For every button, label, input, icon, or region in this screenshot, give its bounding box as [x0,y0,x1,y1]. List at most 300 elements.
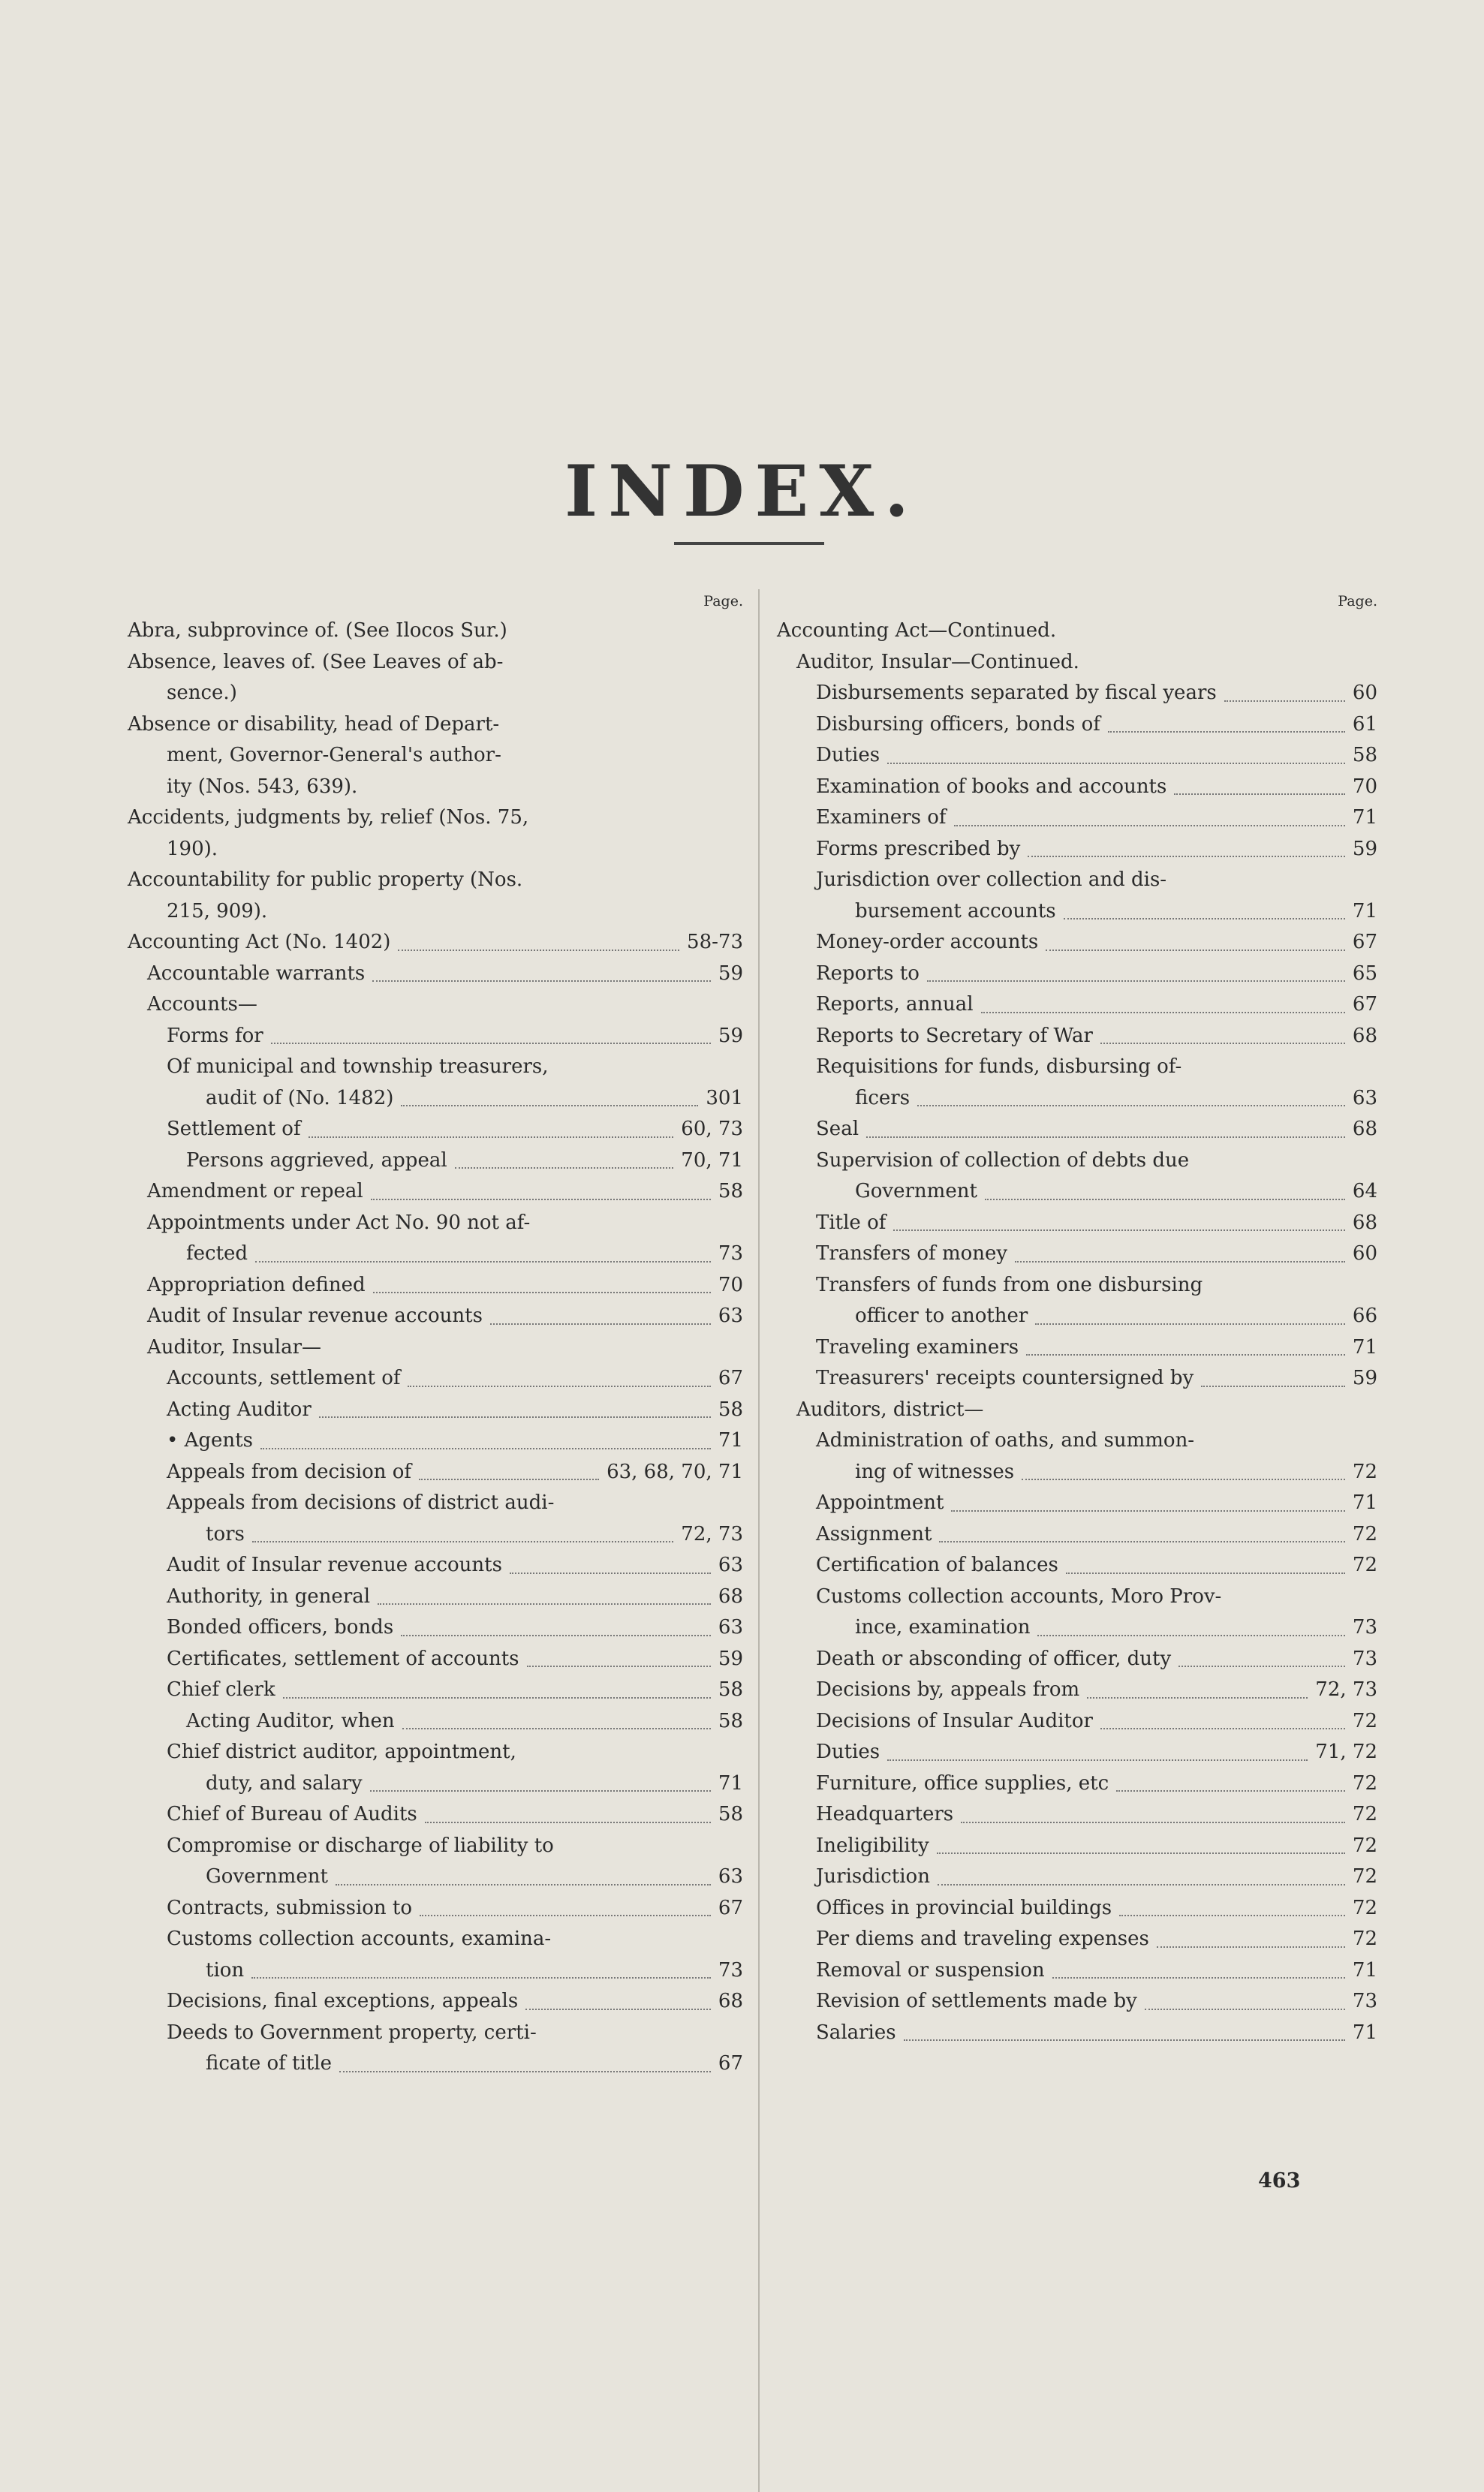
entry-page: 71, 72 [1315,1741,1377,1763]
entry-page: 58 [718,1803,743,1825]
entry-text: Examination of books and accounts [816,775,1167,798]
entry-text: Appeals from decision of [167,1460,412,1483]
entry-page: 72 [1352,1865,1377,1888]
entry-text: Supervision of collection of debts due [816,1148,1190,1172]
entry-page: 63 [1352,1086,1377,1109]
index-entry [128,678,743,709]
entry-text: ficate of title [206,2052,332,2075]
entry-text: Decisions of Insular Auditor [816,1709,1093,1732]
index-entry [777,1799,1377,1831]
entry-text: Acting Auditor [167,1398,312,1421]
entry-page: 59 [1352,1367,1377,1389]
index-entry [777,1582,1377,1613]
dot-leader [938,1884,1345,1886]
entry-text: Accounts, settlement of [167,1367,401,1389]
entry-page: 63 [718,1554,743,1576]
dot-leader [339,2071,711,2072]
dot-leader [260,1448,711,1449]
dot-leader [1035,1323,1345,1325]
entry-page: 70 [718,1273,743,1296]
dot-leader [1116,1790,1345,1792]
entry-text: Treasurers' receipts countersigned by [816,1367,1194,1389]
entry-page: 71 [1352,2021,1377,2044]
entry-page: 59 [718,1024,743,1047]
index-entry [777,865,1377,896]
index-entry [128,1332,743,1364]
entry-text: Disbursements separated by fiscal years [816,682,1217,704]
entry-text: Assignment [816,1522,932,1545]
dot-leader [951,1510,1344,1512]
index-entry [128,1550,743,1582]
entry-text: • Agents [167,1429,253,1452]
dot-leader [1087,1697,1308,1699]
index-entry [777,1395,1377,1426]
index-entry [128,1799,743,1831]
entry-page: 63, 68, 70, 71 [607,1460,743,1483]
index-entry [128,1114,743,1145]
index-entry [777,1986,1377,2018]
dot-leader [251,1977,711,1979]
entry-page: 64 [1352,1180,1377,1202]
dot-leader [1052,1977,1345,1979]
entry-text: tion [206,1958,245,1982]
index-entry [128,709,743,741]
entry-text: ity (Nos. 543, 639). [167,775,358,798]
entry-page: 60 [1352,682,1377,704]
right-column [777,593,1377,2048]
dot-leader [1157,1946,1345,1948]
entry-page: 68 [1352,1024,1377,1047]
entry-text: Furniture, office supplies, etc [816,1771,1109,1795]
entry-text: Jurisdiction [816,1865,930,1888]
index-entry [128,1488,743,1519]
entry-text: Appeals from decisions of district audi- [167,1491,555,1514]
index-entry [777,1114,1377,1145]
dot-leader [455,1167,674,1169]
entry-text: fected [186,1242,248,1265]
entry-text: Certification of balances [816,1554,1058,1576]
index-entry [777,678,1377,709]
index-entry [777,1238,1377,1270]
dot-leader [372,980,711,982]
entry-text: Government [855,1180,977,1202]
index-entry [128,1457,743,1488]
index-entry [128,740,743,772]
index-entry [777,1363,1377,1395]
index-entry [777,1083,1377,1115]
entry-page: 58-73 [687,931,743,953]
dot-leader [893,1229,1345,1231]
entry-page: 72 [1352,1522,1377,1545]
page-number: 463 [1258,2169,1301,2193]
entry-text: Duties [816,744,880,766]
entry-page: 70 [1352,775,1377,798]
index-entry [777,834,1377,865]
entry-page: 70, 71 [681,1148,743,1172]
entry-text: Appointments under Act No. 90 not af- [147,1211,531,1234]
index-entry [777,1519,1377,1551]
index-entry [128,1395,743,1426]
entry-text: Audit of Insular revenue accounts [147,1305,483,1327]
index-entry [777,1644,1377,1675]
index-entry [777,1768,1377,1800]
index-entry [128,959,743,990]
index-entry [128,802,743,834]
dot-leader [939,1541,1345,1542]
dot-leader [1022,1479,1345,1480]
entry-text: Forms for [167,1024,263,1047]
entry-page: 71 [718,1429,743,1452]
entry-page: 58 [718,1678,743,1701]
dot-leader [937,1852,1345,1854]
dot-leader [401,1635,711,1636]
entry-page: 72, 73 [1315,1678,1377,1701]
entry-text: Abra, subprovince of. (See Ilocos Sur.) [128,619,507,642]
entry-text: Examiners of [816,806,947,829]
left-entries [128,615,743,2080]
entry-page: 72 [1352,1460,1377,1483]
index-entry [128,1955,743,1987]
entry-page: 68 [1352,1211,1377,1234]
dot-leader [252,1541,673,1542]
entry-page: 71 [1352,806,1377,829]
entry-text: ficers [855,1086,911,1109]
entry-text: Salaries [816,2021,896,2044]
dot-leader [1145,2009,1345,2010]
index-entry [128,1052,743,1083]
entry-page: 59 [1352,837,1377,860]
entry-text: Accidents, judgments by, relief (Nos. 75, [128,806,529,829]
dot-leader [510,1573,711,1574]
index-entry [128,1176,743,1208]
index-entry [128,1861,743,1893]
index-entry [777,1052,1377,1083]
entry-text: Transfers of funds from one disbursing [816,1273,1203,1296]
entry-text: Accounting Act—Continued. [777,619,1057,642]
dot-leader [866,1136,1345,1138]
entry-text: Customs collection accounts, examina- [167,1928,552,1950]
index-entry [777,1706,1377,1738]
entry-text: Revision of settlements made by [816,1990,1137,2012]
dot-leader [1224,700,1345,702]
index-entry [128,1021,743,1052]
dot-leader [420,1915,711,1916]
entry-page: 71 [1352,1958,1377,1982]
dot-leader [373,1292,711,1293]
entry-text: Chief clerk [167,1678,275,1701]
index-entry [128,1893,743,1925]
entry-page: 72 [1352,1771,1377,1795]
index-entry [777,927,1377,959]
entry-text: Removal or suspension [816,1958,1045,1982]
left-column [128,593,743,2080]
entry-text: 190). [167,837,218,860]
index-entry [777,1924,1377,1955]
entry-text: Chief of Bureau of Audits [167,1803,417,1825]
entry-page: 58 [1352,744,1377,766]
entry-text: Settlement of [167,1118,301,1140]
index-entry [777,1612,1377,1644]
dot-leader [985,1199,1345,1200]
entry-page: 65 [1352,962,1377,985]
index-entry [777,1332,1377,1364]
entry-text: Forms prescribed by [816,837,1021,860]
entry-page: 72 [1352,1803,1377,1825]
index-entry [128,896,743,928]
entry-text: Duties [816,1741,880,1763]
entry-text: Appropriation defined [147,1273,366,1296]
entry-page: 68 [718,1990,743,2012]
index-entry [777,1270,1377,1302]
index-entry [777,1145,1377,1177]
entry-text: Decisions by, appeals from [816,1678,1080,1701]
entry-text: Amendment or repeal [147,1180,363,1202]
entry-page: 73 [1352,1616,1377,1639]
entry-text: Accountability for public property (Nos. [128,868,523,891]
index-entry [128,1737,743,1768]
entry-text: Per diems and traveling expenses [816,1928,1149,1950]
dot-leader [904,2039,1345,2041]
dot-leader [1015,1261,1345,1263]
index-entry [128,1768,743,1800]
entry-text: Administration of oaths, and summon- [816,1429,1195,1452]
entry-text: 215, 909). [167,899,268,922]
entry-text: ing of witnesses [855,1460,1015,1483]
index-entry [128,772,743,803]
entry-text: Ineligibility [816,1834,929,1857]
entry-page: 71 [1352,1335,1377,1359]
right-entries [777,615,1377,2048]
entry-text: Headquarters [816,1803,954,1825]
index-entry [777,647,1377,679]
entry-page: 73 [718,1958,743,1982]
entry-text: Traveling examiners [816,1335,1019,1359]
index-entry [128,1519,743,1551]
dot-leader [954,825,1345,826]
dot-leader [1026,1354,1345,1356]
entry-page: 66 [1352,1305,1377,1327]
entry-text: Certificates, settlement of accounts [167,1647,519,1670]
entry-text: Reports, annual [816,993,974,1016]
dot-leader [370,1790,711,1792]
entry-text: Requisitions for funds, disbursing of- [816,1055,1182,1078]
entry-page: 61 [1352,712,1377,736]
entry-text: Appointment [816,1491,944,1514]
index-entry [128,1924,743,1955]
index-entry [777,615,1377,647]
entry-text: duty, and salary [206,1771,363,1795]
index-entry [128,1675,743,1706]
index-entry [777,1425,1377,1457]
index-entry [128,1301,743,1332]
dot-leader [525,2009,711,2010]
dot-leader [1037,1635,1344,1636]
index-entry [777,896,1377,928]
entry-text: Accountable warrants [147,962,366,985]
dot-leader [319,1416,711,1418]
entry-text: Auditor, Insular—Continued. [796,650,1079,673]
index-entry [128,1582,743,1613]
entry-text: Death or absconding of officer, duty [816,1647,1172,1670]
entry-text: audit of (No. 1482) [206,1086,394,1109]
entry-page: 59 [718,1647,743,1670]
index-entry [777,1831,1377,1862]
entry-page: 67 [718,2052,743,2075]
dot-leader [1178,1666,1345,1667]
entry-text: Audit of Insular revenue accounts [167,1554,502,1576]
index-entry [128,1270,743,1302]
index-entry [777,2018,1377,2049]
index-entry [777,1488,1377,1519]
index-entry [777,1550,1377,1582]
entry-text: Compromise or discharge of liability to [167,1834,554,1857]
index-entry [128,2048,743,2080]
dot-leader [255,1261,711,1263]
entry-page: 301 [706,1086,743,1109]
entry-page: 71 [1352,1491,1377,1514]
entry-page: 59 [718,962,743,985]
entry-text: Customs collection accounts, Moro Prov- [816,1585,1222,1608]
entry-page: 73 [1352,1990,1377,2012]
column-divider [758,589,760,2492]
index-entry [777,1737,1377,1768]
entry-page: 72 [1352,1709,1377,1732]
index-entry [128,1612,743,1644]
dot-leader [1108,731,1345,733]
entry-text: bursement accounts [855,899,1056,922]
index-entry [128,647,743,679]
entry-page: 63 [718,1616,743,1639]
entry-text: Chief district auditor, appointment, [167,1741,516,1763]
index-entry [128,1831,743,1862]
index-entry [128,865,743,896]
index-entry [777,959,1377,990]
dot-leader [309,1136,674,1138]
index-entry [777,1176,1377,1208]
entry-text: Absence or disability, head of Depart- [128,712,500,736]
entry-text: sence.) [167,682,237,704]
entry-text: Contracts, submission to [167,1896,413,1919]
entry-page: 71 [718,1771,743,1795]
dot-leader [927,980,1345,982]
entry-page: 68 [1352,1118,1377,1140]
entry-text: Disbursing officers, bonds of [816,712,1100,736]
entry-text: Deeds to Government property, certi- [167,2021,537,2044]
index-entry [128,1644,743,1675]
entry-page: 73 [718,1242,743,1265]
entry-text: Decisions, final exceptions, appeals [167,1990,519,2012]
entry-text: Title of [816,1211,886,1234]
index-entry [128,615,743,647]
entry-page: 58 [718,1180,743,1202]
entry-page: 63 [718,1305,743,1327]
entry-page: 60 [1352,1242,1377,1265]
dot-leader [425,1822,711,1823]
index-entry [128,1425,743,1457]
index-entry [777,1861,1377,1893]
dot-leader [1100,1043,1345,1044]
entry-page: 63 [718,1865,743,1888]
entry-text: Acting Auditor, when [186,1709,395,1732]
dot-leader [401,1105,698,1106]
index-entry [128,834,743,865]
entry-text: Reports to [816,962,920,985]
entry-page: 67 [1352,993,1377,1016]
dot-leader [1174,793,1345,795]
dot-leader [378,1603,711,1605]
dot-leader [1100,1728,1345,1729]
entry-text: Auditors, district— [796,1398,984,1421]
dot-leader [981,1012,1345,1013]
index-entry [777,1301,1377,1332]
entry-page: 67 [1352,931,1377,953]
entry-text: Auditor, Insular— [147,1335,322,1359]
dot-leader [371,1199,711,1200]
entry-page: 67 [718,1367,743,1389]
index-entry [777,802,1377,834]
dot-leader [961,1822,1345,1823]
index-entry [128,989,743,1021]
dot-leader [887,763,1345,764]
entry-page: 67 [718,1896,743,1919]
entry-page: 60, 73 [681,1118,743,1140]
index-entry [777,989,1377,1021]
index-entry [128,2018,743,2049]
entry-page: 58 [718,1398,743,1421]
entry-text: Absence, leaves of. (See Leaves of ab- [128,650,504,673]
index-entry [128,1986,743,2018]
entry-page: 73 [1352,1647,1377,1670]
entry-text: tors [206,1522,245,1545]
dot-leader [917,1105,1345,1106]
dot-leader [271,1043,711,1044]
dot-leader [1066,1573,1345,1574]
entry-text: Transfers of money [816,1242,1008,1265]
dot-leader [402,1728,711,1729]
entry-page: 72 [1352,1928,1377,1950]
dot-leader [408,1386,710,1387]
index-entry [128,1363,743,1395]
entry-page: 71 [1352,899,1377,922]
title-rule [674,542,824,545]
index-entry [128,1083,743,1115]
entry-page: 58 [718,1709,743,1732]
entry-text: Accounts— [147,993,257,1016]
index-entry [777,1457,1377,1488]
dot-leader [1046,950,1345,951]
entry-text: Money-order accounts [816,931,1039,953]
entry-text: Jurisdiction over collection and dis- [816,868,1167,891]
page-header-label: Page. [1338,593,1377,609]
entry-page: 72 [1352,1554,1377,1576]
entry-text: Of municipal and township treasurers, [167,1055,549,1078]
entry-page: 72, 73 [681,1522,743,1545]
index-entry [128,1238,743,1270]
dot-leader [283,1697,711,1699]
entry-text: officer to another [855,1305,1028,1327]
dot-leader [527,1666,711,1667]
dot-leader [398,950,679,951]
index-entry [777,740,1377,772]
dot-leader [419,1479,599,1480]
dot-leader [1028,856,1345,857]
entry-text: Reports to Secretary of War [816,1024,1093,1047]
dot-leader [1201,1386,1345,1387]
entry-text: Persons aggrieved, appeal [186,1148,447,1172]
entry-page: 72 [1352,1834,1377,1857]
entry-text: ment, Governor-General's author- [167,744,501,766]
dot-leader [490,1323,711,1325]
